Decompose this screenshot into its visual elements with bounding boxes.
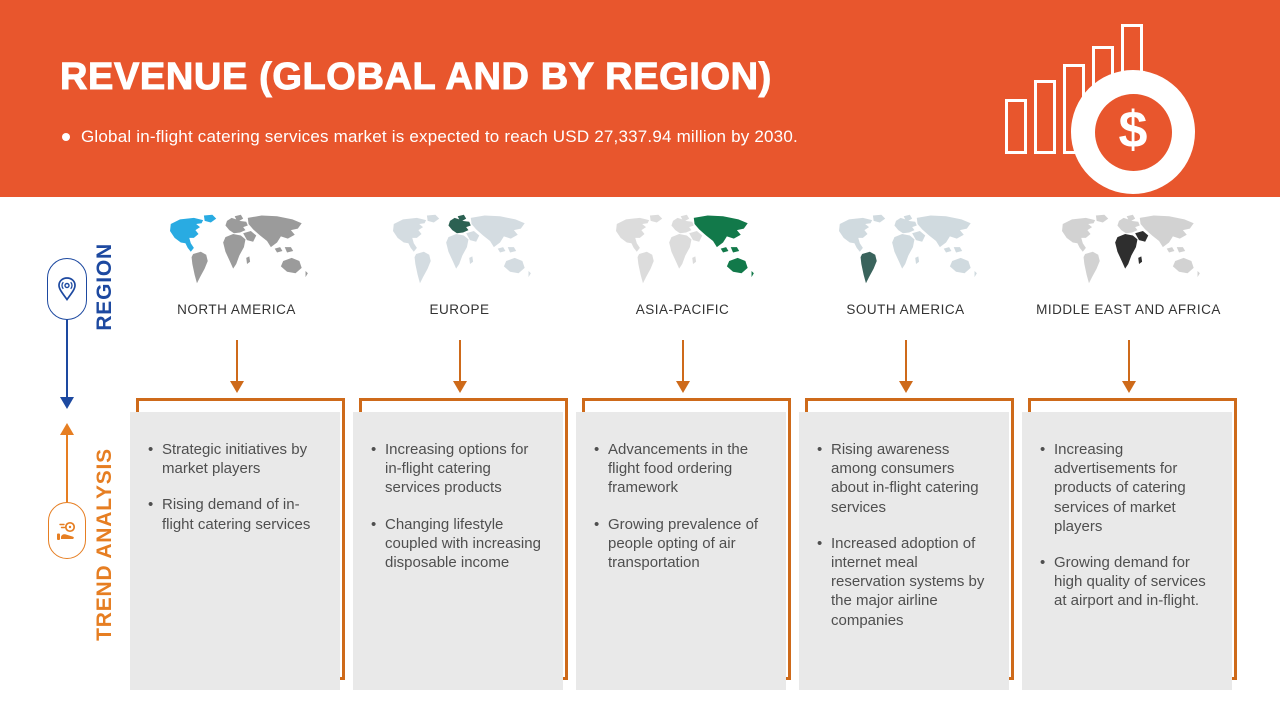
world-map: [160, 214, 314, 291]
world-map: [829, 214, 983, 291]
map-europe: [448, 215, 470, 233]
down-arrow-icon: [676, 340, 690, 393]
map-south-america: [860, 252, 876, 284]
trend-axis-label: TREND ANALYSIS: [93, 448, 116, 641]
map-europe: [671, 215, 693, 233]
region-column: [1022, 212, 1235, 702]
world-map: [606, 214, 760, 291]
arrowhead-icon: [230, 381, 244, 393]
region-map-label: MIDDLE EAST AND AFRICA: [1036, 302, 1221, 317]
map-asia: [916, 216, 970, 253]
trend-box: [576, 412, 786, 690]
map-asia: [247, 216, 301, 253]
region-column: [130, 212, 343, 702]
map-australia: [1172, 258, 1199, 277]
map-africa: [669, 234, 696, 269]
region-map-label: SOUTH AMERICA: [846, 302, 965, 317]
map-south-america: [191, 252, 207, 284]
map-asia: [1139, 216, 1193, 253]
map-south-america: [414, 252, 430, 284]
trend-item: • Rising demand of in-flight catering services: [162, 495, 322, 533]
arrow-line: [905, 340, 907, 381]
trend-list: [576, 412, 786, 572]
dollar-icon: $: [1118, 101, 1148, 159]
map-north-america: [393, 215, 439, 252]
trend-box: [1022, 412, 1232, 690]
trend-item: • Increasing options for in-flight catering services products: [385, 440, 545, 498]
trend-item: • Changing lifestyle coupled with increasing disposable income: [385, 515, 545, 573]
trend-item: • Increased adoption of internet meal reservation systems by the major airline companies: [831, 534, 991, 630]
arrowhead-icon: [453, 381, 467, 393]
trend-item: • Rising awareness among consumers about in-flight catering services: [831, 440, 991, 517]
arrowhead-icon: [1122, 381, 1136, 393]
trend-item: • Growing demand for high quality of services at airport and in-flight.: [1054, 553, 1214, 611]
map-africa: [223, 234, 250, 269]
region-column: [799, 212, 1012, 702]
world-map: [383, 214, 537, 291]
map-north-america: [1062, 215, 1108, 252]
trend-list: [130, 412, 340, 534]
arrowhead-icon: [899, 381, 913, 393]
region-map-label: EUROPE: [429, 302, 490, 317]
map-asia: [693, 216, 747, 253]
map-australia: [949, 258, 976, 277]
down-arrow-icon: [1122, 340, 1136, 393]
arrow-line: [1128, 340, 1130, 381]
region-axis-label: REGION: [93, 243, 116, 331]
page-title: REVENUE (GLOBAL AND BY REGION): [60, 56, 772, 98]
map-africa: [1115, 234, 1142, 269]
trend-box: [130, 412, 340, 690]
trend-item: • Strategic initiatives by market players: [162, 440, 322, 478]
trend-item: • Growing prevalence of people opting of air transportation: [608, 515, 768, 573]
trend-list: [353, 412, 563, 572]
region-column: [576, 212, 789, 702]
map-north-america: [839, 215, 885, 252]
trend-list: [1022, 412, 1232, 611]
header-bullet-text: Global in-flight catering services market is expected to reach USD 27,337.94 million by 2030.: [81, 127, 798, 146]
map-europe: [225, 215, 247, 233]
map-australia: [280, 258, 307, 277]
map-north-america: [170, 215, 216, 252]
arrow-line: [459, 340, 461, 381]
arrow-line: [236, 340, 238, 381]
map-australia: [726, 258, 753, 277]
down-arrow-icon: [230, 340, 244, 393]
map-australia: [503, 258, 530, 277]
down-arrow-icon: [453, 340, 467, 393]
region-map-label: NORTH AMERICA: [177, 302, 296, 317]
down-arrow-icon: [899, 340, 913, 393]
trend-box: [353, 412, 563, 690]
map-europe: [1117, 215, 1139, 233]
map-south-america: [1083, 252, 1099, 284]
map-africa: [446, 234, 473, 269]
trend-item: • Advancements in the flight food ordering framework: [608, 440, 768, 498]
trend-box: [799, 412, 1009, 690]
map-europe: [894, 215, 916, 233]
map-asia: [470, 216, 524, 253]
trend-list: [799, 412, 1009, 630]
arrow-line: [682, 340, 684, 381]
arrowhead-icon: [676, 381, 690, 393]
map-africa: [892, 234, 919, 269]
map-north-america: [616, 215, 662, 252]
map-south-america: [637, 252, 653, 284]
region-map-label: ASIA-PACIFIC: [635, 302, 730, 317]
trend-item: • Increasing advertisements for products of catering services of market players: [1054, 440, 1214, 536]
region-column: [353, 212, 566, 702]
world-map: [1052, 214, 1206, 291]
